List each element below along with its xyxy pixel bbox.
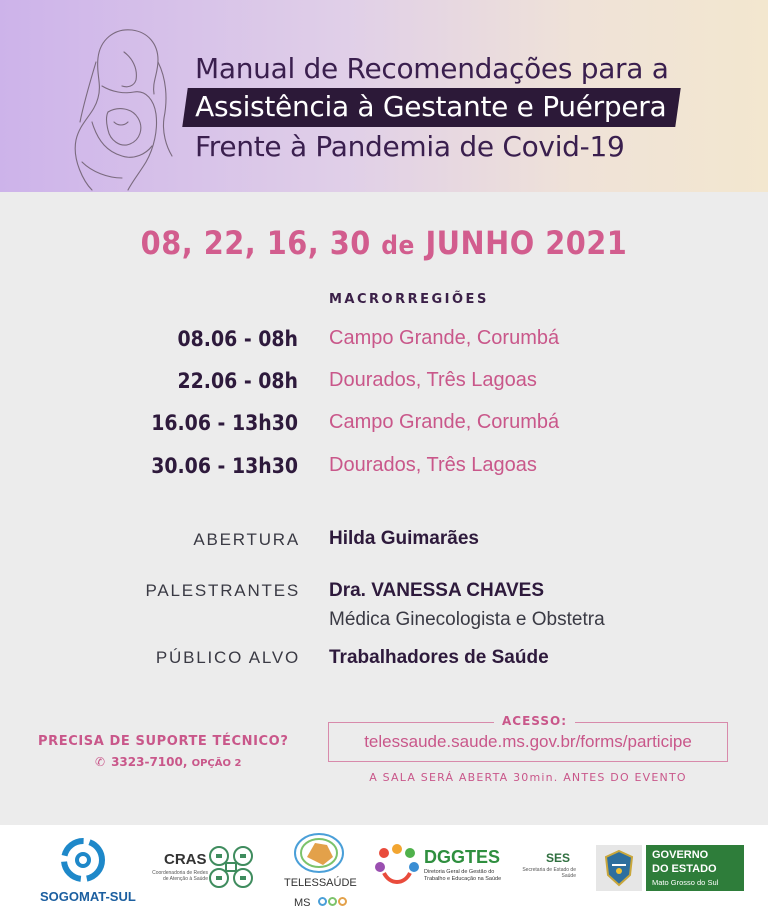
governo-line-3: Mato Grosso do Sul: [652, 878, 719, 887]
schedule-row: [0, 454, 768, 484]
header-banner: [0, 0, 768, 192]
dates-month-year: JUNHO 2021: [425, 224, 628, 262]
phone-icon: ✆: [95, 755, 106, 769]
telessaude-text: TELESSAÚDE: [284, 877, 357, 889]
sogomat-logo: [40, 833, 136, 907]
state-coat-of-arms-icon: [596, 845, 642, 891]
schedule-places: Dourados, Três Lagoas: [329, 369, 537, 391]
event-dates: [0, 224, 768, 262]
dggtes-logo: [374, 839, 504, 899]
access-box: [328, 714, 728, 762]
governo-green-block: [646, 845, 744, 891]
support-phone-number: 3323-7100,: [111, 755, 188, 769]
schedule-row: [0, 327, 768, 357]
governo-line-2: DO ESTADO: [652, 863, 717, 875]
telessaude-ms-row: [294, 891, 347, 910]
access-label: ACESSO:: [494, 714, 575, 728]
footer-logos: [0, 825, 768, 911]
sogomat-emblem-icon: [60, 837, 106, 883]
mother-and-baby-illustration: [62, 22, 182, 192]
speakers-subtitle: Médica Ginecologista e Obstetra: [329, 609, 605, 630]
support-option: OPÇÃO 2: [191, 758, 242, 769]
sogomat-text: SOGOMAT-SUL: [40, 889, 136, 904]
dggtes-emblem-icon: [374, 843, 420, 889]
ses-logo: [516, 847, 588, 887]
schedule-row: [0, 411, 768, 441]
schedule-time: 22.06 - 08h: [177, 369, 298, 393]
dggtes-subtext-1: Diretoria Geral de Gestão do: [424, 869, 495, 875]
schedule-places: Campo Grande, Corumbá: [329, 327, 560, 349]
ses-subtext: Secretaria de Estado de Saúde: [522, 867, 576, 879]
schedule-time: 30.06 - 13h30: [151, 454, 298, 478]
audience-label: PÚBLICO ALVO: [155, 648, 300, 667]
schedule-time: 08.06 - 08h: [177, 327, 298, 351]
title-line-1: Manual de Recomendações para a: [195, 52, 669, 85]
title-line-2-highlighted: [182, 88, 681, 127]
cras-grid-icon: [208, 845, 254, 889]
speakers-label: PALESTRANTES: [145, 581, 300, 600]
ses-text: SES: [546, 851, 571, 865]
opening-value: Hilda Guimarães: [329, 528, 479, 549]
telessaude-logo: [284, 831, 357, 909]
audience-value: Trabalhadores de Saúde: [329, 647, 549, 668]
dggtes-text: DGGTES: [424, 847, 501, 867]
title-line-2-text: Assistência à Gestante e Puérpera: [195, 90, 667, 123]
telessaude-emblem-icon: [293, 831, 345, 875]
speakers-value: Dra. VANESSA CHAVES: [329, 580, 545, 601]
macroregions-heading: MACRORREGIÕES: [329, 292, 489, 307]
title-line-3: Frente à Pandemia de Covid-19: [195, 130, 625, 163]
governo-ms-logo: [596, 845, 746, 893]
schedule-places: Campo Grande, Corumbá: [329, 411, 560, 433]
schedule-time: 16.06 - 13h30: [151, 411, 298, 435]
access-url-link[interactable]: telessaude.saude.ms.gov.br/forms/participe: [364, 732, 692, 751]
schedule-row: [0, 369, 768, 399]
support-phone[interactable]: [95, 755, 241, 769]
dates-connector: de: [381, 231, 415, 261]
cras-logo: [150, 843, 260, 893]
schedule-places: Dourados, Três Lagoas: [329, 454, 537, 476]
opening-label: ABERTURA: [193, 530, 300, 549]
support-title: PRECISA DE SUPORTE TÉCNICO?: [38, 734, 289, 749]
dggtes-subtext-2: Trabalho e Educação na Saúde: [424, 876, 502, 882]
cras-text: CRAS: [164, 851, 207, 868]
dates-numbers: 08, 22, 16, 30: [140, 224, 371, 262]
governo-line-1: GOVERNO: [652, 849, 709, 861]
telessaude-ms-text: MS: [294, 897, 311, 909]
cras-subtext: Coordenadoria de Redes de Atenção à Saúde: [152, 870, 208, 882]
room-open-note: A SALA SERÁ ABERTA 30min. ANTES DO EVENTO: [369, 771, 687, 784]
